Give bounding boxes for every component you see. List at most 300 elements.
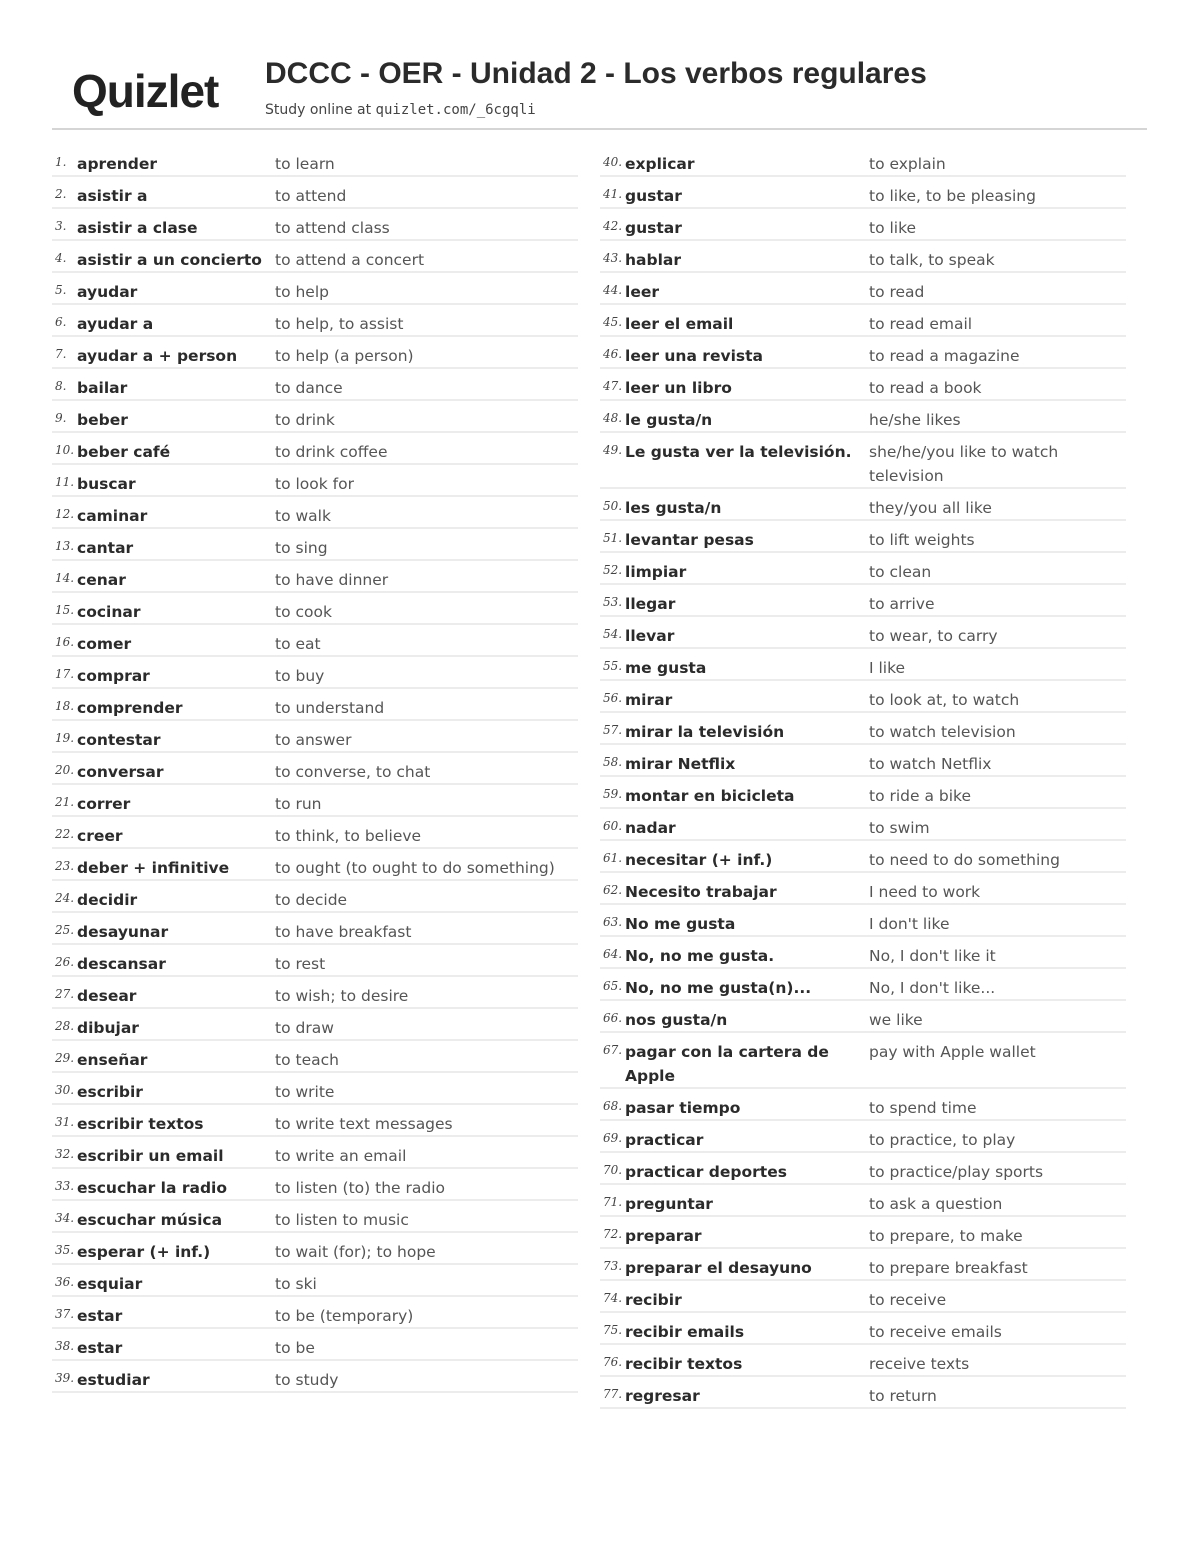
item-number: 45.	[603, 315, 623, 329]
term-text: gustar	[625, 187, 682, 205]
term-text: gustar	[625, 219, 682, 237]
vocab-row	[600, 1185, 1126, 1217]
term-text: enseñar	[77, 1051, 148, 1069]
item-number: 40.	[603, 155, 623, 169]
term-text: comer	[77, 635, 132, 653]
definition-text: to think, to believe	[275, 827, 422, 845]
vocab-row	[600, 1153, 1126, 1185]
vocab-row	[600, 1217, 1126, 1249]
item-number: 77.	[603, 1387, 623, 1401]
definition-text: to explain	[869, 155, 946, 173]
definition-text: to be (temporary)	[275, 1307, 414, 1325]
item-number: 52.	[603, 563, 623, 577]
definition-text: to talk, to speak	[869, 251, 995, 269]
definition-text: he/she likes	[869, 411, 961, 429]
vocab-row	[52, 465, 578, 497]
definition-text: to need to do something	[869, 851, 1060, 869]
item-number: 21.	[55, 795, 75, 809]
term-text: escuchar música	[77, 1211, 223, 1229]
definition-text: to write	[275, 1083, 335, 1101]
vocab-row	[52, 369, 578, 401]
item-number: 55.	[603, 659, 623, 673]
vocab-row	[600, 617, 1126, 649]
item-number: 35.	[55, 1243, 75, 1257]
definition-text: to cook	[275, 603, 332, 621]
item-number: 47.	[603, 379, 623, 393]
definition-text: to write an email	[275, 1147, 407, 1165]
term-text: recibir	[625, 1291, 682, 1309]
item-number: 10.	[55, 443, 75, 457]
term-text: practicar deportes	[625, 1163, 787, 1181]
definition-text: to listen (to) the radio	[275, 1179, 445, 1197]
item-number: 57.	[603, 723, 623, 737]
vocab-row	[600, 777, 1126, 809]
definition-text: to answer	[275, 731, 352, 749]
vocab-row	[600, 305, 1126, 337]
item-number: 56.	[603, 691, 623, 705]
term-text: mirar Netflix	[625, 755, 736, 773]
term-text: preparar	[625, 1227, 702, 1245]
vocab-row	[600, 1345, 1126, 1377]
vocab-row	[600, 273, 1126, 305]
item-number: 7.	[55, 347, 67, 361]
definition-text: to read a magazine	[869, 347, 1020, 365]
vocab-row	[52, 913, 578, 945]
vocab-row	[52, 689, 578, 721]
definition-text: to ask a question	[869, 1195, 1003, 1213]
term-text: preguntar	[625, 1195, 713, 1213]
item-number: 53.	[603, 595, 623, 609]
term-text: pagar con la cartera de Apple	[625, 1043, 829, 1085]
term-text: No, no me gusta.	[625, 947, 775, 965]
item-number: 58.	[603, 755, 623, 769]
vocab-row	[600, 489, 1126, 521]
term-text: conversar	[77, 763, 164, 781]
item-number: 5.	[55, 283, 67, 297]
definition-text: to attend a concert	[275, 251, 425, 269]
item-number: 4.	[55, 251, 67, 265]
vocab-row	[600, 1033, 1126, 1089]
term-text: llevar	[625, 627, 675, 645]
item-number: 6.	[55, 315, 67, 329]
vocab-row	[600, 745, 1126, 777]
vocab-row	[600, 521, 1126, 553]
study-online-line	[265, 102, 536, 118]
item-number: 14.	[55, 571, 75, 585]
vocab-row	[52, 1265, 578, 1297]
vocab-row	[52, 561, 578, 593]
term-text: comprar	[77, 667, 150, 685]
definition-text: to write text messages	[275, 1115, 453, 1133]
item-number: 68.	[603, 1099, 623, 1113]
vocab-row	[52, 625, 578, 657]
definition-text: to return	[869, 1387, 937, 1405]
definition-text: to prepare, to make	[869, 1227, 1023, 1245]
vocab-row	[52, 753, 578, 785]
vocab-row	[600, 401, 1126, 433]
item-number: 31.	[55, 1115, 75, 1129]
term-text: cantar	[77, 539, 134, 557]
item-number: 62.	[603, 883, 623, 897]
item-number: 44.	[603, 283, 623, 297]
item-number: 17.	[55, 667, 75, 681]
term-text: aprender	[77, 155, 157, 173]
definition-text: to wait (for); to hope	[275, 1243, 436, 1261]
vocab-row	[52, 1329, 578, 1361]
vocab-row	[52, 593, 578, 625]
item-number: 37.	[55, 1307, 75, 1321]
vocab-row	[600, 969, 1126, 1001]
item-number: 67.	[603, 1043, 623, 1057]
item-number: 46.	[603, 347, 623, 361]
vocab-row	[52, 977, 578, 1009]
item-number: 65.	[603, 979, 623, 993]
vocab-row	[52, 881, 578, 913]
term-text: No, no me gusta(n)...	[625, 979, 812, 997]
definition-text: to prepare breakfast	[869, 1259, 1028, 1277]
definition-text: to wish; to desire	[275, 987, 409, 1005]
vocab-row	[52, 273, 578, 305]
vocab-row	[52, 145, 578, 177]
definition-text: to read a book	[869, 379, 982, 397]
term-text: deber + infinitive	[77, 859, 230, 877]
item-number: 48.	[603, 411, 623, 425]
term-text: buscar	[77, 475, 136, 493]
vocab-row	[600, 369, 1126, 401]
vocab-row	[52, 401, 578, 433]
vocab-row	[52, 209, 578, 241]
term-text: leer un libro	[625, 379, 732, 397]
vocab-row	[52, 1169, 578, 1201]
vocab-row	[600, 1001, 1126, 1033]
definition-text: to learn	[275, 155, 335, 173]
item-number: 1.	[55, 155, 67, 169]
definition-text: to swim	[869, 819, 930, 837]
definition-text: pay with Apple wallet	[869, 1043, 1036, 1061]
vocab-row	[600, 177, 1126, 209]
vocab-row	[600, 905, 1126, 937]
vocab-row	[52, 1041, 578, 1073]
term-text: limpiar	[625, 563, 687, 581]
item-number: 24.	[55, 891, 75, 905]
definition-text: to rest	[275, 955, 326, 973]
vocab-row	[600, 337, 1126, 369]
definition-text: to attend class	[275, 219, 390, 237]
term-text: hablar	[625, 251, 682, 269]
item-number: 51.	[603, 531, 623, 545]
vocab-row	[600, 649, 1126, 681]
vocab-row	[52, 305, 578, 337]
definition-text: to watch Netflix	[869, 755, 992, 773]
term-text: recibir textos	[625, 1355, 743, 1373]
vocab-row	[600, 1121, 1126, 1153]
term-text: montar en bicicleta	[625, 787, 795, 805]
item-number: 74.	[603, 1291, 623, 1305]
vocab-row	[52, 1009, 578, 1041]
term-text: escribir textos	[77, 1115, 204, 1133]
item-number: 33.	[55, 1179, 75, 1193]
vocab-row	[600, 681, 1126, 713]
vocab-row	[600, 841, 1126, 873]
item-number: 3.	[55, 219, 67, 233]
item-number: 15.	[55, 603, 75, 617]
term-text: ayudar a	[77, 315, 154, 333]
term-text: leer una revista	[625, 347, 763, 365]
definition-text: to like, to be pleasing	[869, 187, 1036, 205]
vocab-row	[600, 713, 1126, 745]
definition-text: to have breakfast	[275, 923, 412, 941]
item-number: 73.	[603, 1259, 623, 1273]
vocab-row	[52, 1073, 578, 1105]
left-column	[52, 145, 578, 1393]
term-text: mirar la televisión	[625, 723, 785, 741]
item-number: 32.	[55, 1147, 75, 1161]
term-text: cocinar	[77, 603, 141, 621]
vocab-row	[600, 1249, 1126, 1281]
vocab-row	[52, 945, 578, 977]
term-text: recibir emails	[625, 1323, 745, 1341]
definition-text: to listen to music	[275, 1211, 409, 1229]
term-text: beber	[77, 411, 128, 429]
definition-text: to buy	[275, 667, 325, 685]
vocab-row	[600, 553, 1126, 585]
vocab-row	[52, 1201, 578, 1233]
definition-text: to drink coffee	[275, 443, 388, 461]
term-text: bailar	[77, 379, 128, 397]
item-number: 19.	[55, 731, 75, 745]
definition-text: to help, to assist	[275, 315, 404, 333]
definition-text: to like	[869, 219, 917, 237]
term-text: comprender	[77, 699, 183, 717]
vocab-row	[52, 657, 578, 689]
study-prefix: Study online at	[265, 102, 372, 118]
vocab-row	[52, 1361, 578, 1393]
item-number: 12.	[55, 507, 75, 521]
definition-text: to drink	[275, 411, 335, 429]
term-text: practicar	[625, 1131, 704, 1149]
vocab-row	[600, 241, 1126, 273]
definition-text: to ski	[275, 1275, 317, 1293]
term-text: desear	[77, 987, 137, 1005]
definition-text: to decide	[275, 891, 348, 909]
item-number: 38.	[55, 1339, 75, 1353]
page-title: DCCC - OER - Unidad 2 - Los verbos regulares	[265, 57, 927, 90]
term-text: le gusta/n	[625, 411, 713, 429]
right-column	[600, 145, 1126, 1409]
definition-text: to draw	[275, 1019, 334, 1037]
item-number: 23.	[55, 859, 75, 873]
term-text: ayudar a + person	[77, 347, 238, 365]
term-text: creer	[77, 827, 123, 845]
item-number: 42.	[603, 219, 623, 233]
term-text: ayudar	[77, 283, 138, 301]
item-number: 76.	[603, 1355, 623, 1369]
definition-text: they/you all like	[869, 499, 992, 517]
definition-text: to ought (to ought to do something)	[275, 859, 555, 877]
definition-text: to have dinner	[275, 571, 389, 589]
term-text: cenar	[77, 571, 126, 589]
definition-text: I like	[869, 659, 906, 677]
item-number: 61.	[603, 851, 623, 865]
item-number: 71.	[603, 1195, 623, 1209]
header-divider	[52, 128, 1147, 130]
definition-text: to spend time	[869, 1099, 977, 1117]
definition-text: to watch television	[869, 723, 1016, 741]
item-number: 25.	[55, 923, 75, 937]
item-number: 49.	[603, 443, 623, 457]
item-number: 59.	[603, 787, 623, 801]
term-text: levantar pesas	[625, 531, 754, 549]
term-text: explicar	[625, 155, 695, 173]
definition-text: to receive	[869, 1291, 947, 1309]
term-text: pasar tiempo	[625, 1099, 741, 1117]
definition-text: to look at, to watch	[869, 691, 1020, 709]
term-text: decidir	[77, 891, 138, 909]
definition-text: to ride a bike	[869, 787, 971, 805]
term-text: leer	[625, 283, 659, 301]
term-text: descansar	[77, 955, 166, 973]
term-text: escribir un email	[77, 1147, 224, 1165]
definition-text: to study	[275, 1371, 339, 1389]
item-number: 75.	[603, 1323, 623, 1337]
vocab-row	[600, 937, 1126, 969]
vocab-row	[52, 817, 578, 849]
item-number: 50.	[603, 499, 623, 513]
item-number: 63.	[603, 915, 623, 929]
definition-text: to lift weights	[869, 531, 975, 549]
definition-text: she/he/you like to watch television	[869, 443, 1059, 485]
vocab-row	[52, 1233, 578, 1265]
term-text: esperar (+ inf.)	[77, 1243, 211, 1261]
item-number: 39.	[55, 1371, 75, 1385]
vocab-row	[52, 1105, 578, 1137]
definition-text: No, I don't like...	[869, 979, 996, 997]
item-number: 16.	[55, 635, 75, 649]
vocab-row	[600, 1313, 1126, 1345]
term-text: asistir a un concierto	[77, 251, 262, 269]
vocab-row	[600, 209, 1126, 241]
term-text: estudiar	[77, 1371, 150, 1389]
term-text: esquiar	[77, 1275, 143, 1293]
vocab-row	[52, 241, 578, 273]
vocab-row	[600, 145, 1126, 177]
term-text: me gusta	[625, 659, 707, 677]
definition-text: to practice, to play	[869, 1131, 1016, 1149]
definition-text: we like	[869, 1011, 923, 1029]
term-text: llegar	[625, 595, 676, 613]
term-text: Necesito trabajar	[625, 883, 777, 901]
term-text: necesitar (+ inf.)	[625, 851, 773, 869]
item-number: 30.	[55, 1083, 75, 1097]
vocab-row	[52, 849, 578, 881]
definition-text: to teach	[275, 1051, 339, 1069]
definition-text: to read email	[869, 315, 973, 333]
term-text: preparar el desayuno	[625, 1259, 812, 1277]
vocab-row	[600, 1281, 1126, 1313]
item-number: 9.	[55, 411, 67, 425]
item-number: 70.	[603, 1163, 623, 1177]
vocab-row	[52, 529, 578, 561]
vocab-row	[52, 177, 578, 209]
term-text: escribir	[77, 1083, 143, 1101]
term-text: correr	[77, 795, 131, 813]
term-text: contestar	[77, 731, 161, 749]
term-text: asistir a clase	[77, 219, 198, 237]
definition-text: to dance	[275, 379, 343, 397]
term-text: desayunar	[77, 923, 169, 941]
item-number: 64.	[603, 947, 623, 961]
study-url-link[interactable]: quizlet.com/_6cgqli	[375, 102, 536, 118]
item-number: 20.	[55, 763, 75, 777]
vocab-row	[52, 785, 578, 817]
vocab-row	[600, 809, 1126, 841]
term-text: No me gusta	[625, 915, 736, 933]
item-number: 28.	[55, 1019, 75, 1033]
item-number: 72.	[603, 1227, 623, 1241]
term-text: regresar	[625, 1387, 700, 1405]
item-number: 66.	[603, 1011, 623, 1025]
term-text: nadar	[625, 819, 676, 837]
vocab-row	[600, 1377, 1126, 1409]
definition-text: to run	[275, 795, 322, 813]
quizlet-logo: Quizlet	[72, 65, 219, 117]
item-number: 11.	[55, 475, 75, 489]
vocab-row	[52, 337, 578, 369]
definition-text: to arrive	[869, 595, 935, 613]
definition-text: receive texts	[869, 1355, 970, 1373]
item-number: 18.	[55, 699, 75, 713]
vocab-row	[52, 1297, 578, 1329]
definition-text: to understand	[275, 699, 385, 717]
item-number: 27.	[55, 987, 75, 1001]
vocab-row	[600, 433, 1126, 489]
term-text: escuchar la radio	[77, 1179, 228, 1197]
item-number: 26.	[55, 955, 75, 969]
term-text: nos gusta/n	[625, 1011, 728, 1029]
term-text: estar	[77, 1307, 123, 1325]
item-number: 69.	[603, 1131, 623, 1145]
item-number: 22.	[55, 827, 75, 841]
term-text: beber café	[77, 443, 171, 461]
term-text: leer el email	[625, 315, 734, 333]
definition-text: to practice/play sports	[869, 1163, 1044, 1181]
item-number: 13.	[55, 539, 75, 553]
definition-text: to read	[869, 283, 925, 301]
vocab-row	[52, 1137, 578, 1169]
item-number: 43.	[603, 251, 623, 265]
definition-text: to wear, to carry	[869, 627, 998, 645]
definition-text: to eat	[275, 635, 321, 653]
term-text: mirar	[625, 691, 673, 709]
item-number: 41.	[603, 187, 623, 201]
definition-text: I don't like	[869, 915, 950, 933]
item-number: 54.	[603, 627, 623, 641]
definition-text: to sing	[275, 539, 328, 557]
term-text: caminar	[77, 507, 148, 525]
vocab-row	[52, 497, 578, 529]
definition-text: to help (a person)	[275, 347, 414, 365]
definition-text: I need to work	[869, 883, 981, 901]
definition-text: to look for	[275, 475, 354, 493]
vocab-row	[600, 873, 1126, 905]
definition-text: to receive emails	[869, 1323, 1002, 1341]
vocab-row	[600, 1089, 1126, 1121]
term-text: asistir a	[77, 187, 148, 205]
term-text: Le gusta ver la televisión.	[625, 443, 852, 461]
definition-text: No, I don't like it	[869, 947, 996, 965]
definition-text: to be	[275, 1339, 315, 1357]
item-number: 8.	[55, 379, 67, 393]
